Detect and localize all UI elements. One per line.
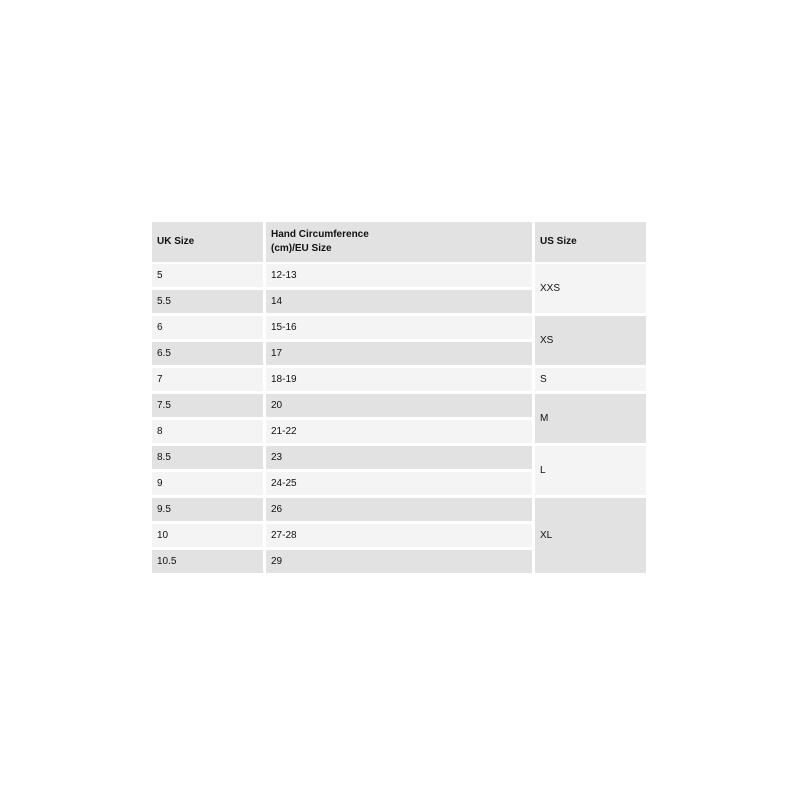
cell-us-size: S — [535, 368, 646, 391]
cell-uk-size: 8 — [152, 420, 263, 443]
cell-us-size: XXS — [535, 264, 646, 313]
cell-hand-circumference: 24-25 — [266, 472, 532, 495]
cell-uk-size: 6.5 — [152, 342, 263, 365]
cell-uk-size: 7 — [152, 368, 263, 391]
cell-hand-circumference: 20 — [266, 394, 532, 417]
cell-us-size: XL — [535, 498, 646, 573]
header-uk-size: UK Size — [152, 222, 263, 262]
cell-hand-circumference: 14 — [266, 290, 532, 313]
cell-uk-size: 10 — [152, 524, 263, 547]
cell-us-size: M — [535, 394, 646, 443]
cell-uk-size: 8.5 — [152, 446, 263, 469]
header-us-size: US Size — [535, 222, 646, 262]
size-chart-table — [152, 222, 646, 577]
cell-hand-circumference: 18-19 — [266, 368, 532, 391]
cell-uk-size: 9.5 — [152, 498, 263, 521]
cell-uk-size: 7.5 — [152, 394, 263, 417]
header-hand-circumference: Hand Circumference (cm)/EU Size — [266, 222, 532, 262]
cell-uk-size: 5 — [152, 264, 263, 287]
cell-hand-circumference: 21-22 — [266, 420, 532, 443]
cell-us-size: XS — [535, 316, 646, 365]
cell-uk-size: 9 — [152, 472, 263, 495]
cell-hand-circumference: 17 — [266, 342, 532, 365]
cell-hand-circumference: 23 — [266, 446, 532, 469]
cell-hand-circumference: 26 — [266, 498, 532, 521]
cell-uk-size: 6 — [152, 316, 263, 339]
cell-hand-circumference: 15-16 — [266, 316, 532, 339]
cell-hand-circumference: 27-28 — [266, 524, 532, 547]
cell-hand-circumference: 12-13 — [266, 264, 532, 287]
cell-us-size: L — [535, 446, 646, 495]
cell-hand-circumference: 29 — [266, 550, 532, 573]
cell-uk-size: 5.5 — [152, 290, 263, 313]
cell-uk-size: 10.5 — [152, 550, 263, 573]
